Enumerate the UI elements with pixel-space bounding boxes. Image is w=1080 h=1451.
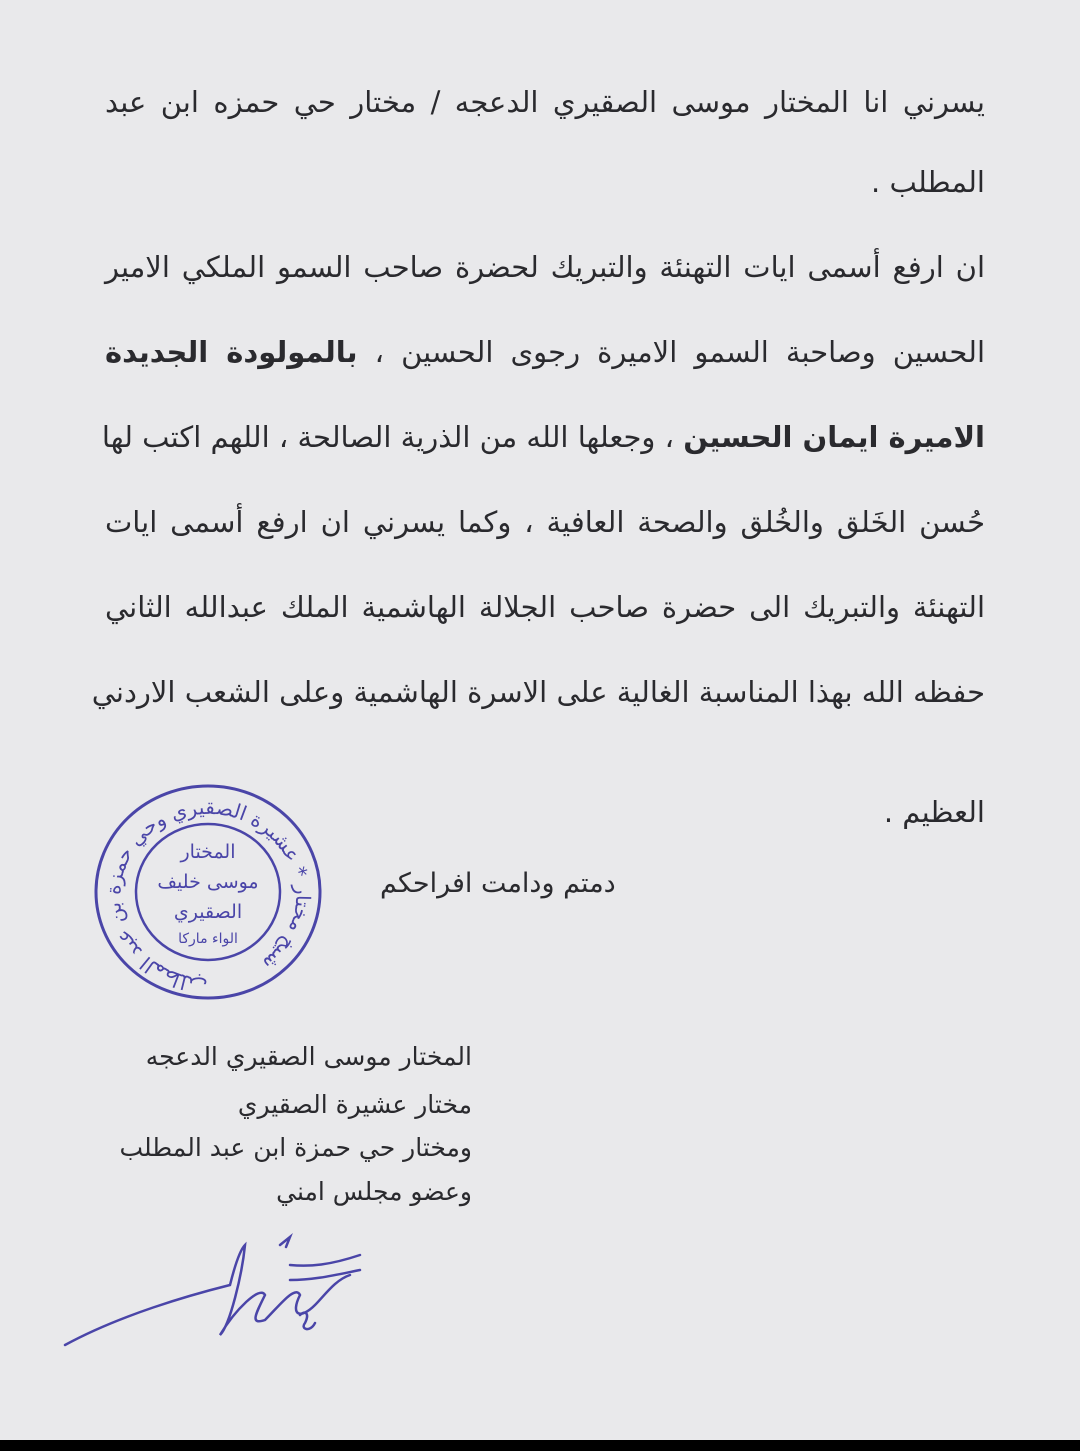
body-line-9: العظيم . bbox=[883, 795, 985, 829]
body-line-5 bbox=[101, 420, 985, 454]
body-line-1: يسرني انا المختار موسى الصقيري الدعجه / مختار حي حمزه ابن عبد bbox=[105, 85, 985, 119]
bold-text: الاميرة ايمان الحسين bbox=[683, 420, 985, 454]
body-line-8: حفظه الله بهذا المناسبة الغالية على الاسرة الهاشمية وعلى الشعب الاردني bbox=[91, 675, 985, 709]
bottom-border bbox=[0, 1440, 1080, 1451]
official-stamp bbox=[88, 780, 328, 1005]
stamp-line: الصقيري bbox=[173, 901, 243, 923]
signature-line-1: المختار موسى الصقيري الدعجه bbox=[145, 1042, 472, 1071]
body-line-7: التهنئة والتبريك الى حضرة صاحب الجلالة الهاشمية الملك عبدالله الثاني bbox=[105, 590, 985, 624]
handwritten-signature bbox=[60, 1225, 390, 1375]
stamp-outer-text: شيخ مختار * عشيرة الصقيري وحي حمزة بن عبد المطلب bbox=[100, 794, 316, 998]
signature-line-2: مختار عشيرة الصقيري bbox=[237, 1090, 472, 1119]
closing-text: دمتم ودامت افراحكم bbox=[380, 868, 616, 899]
body-line-3: ان ارفع أسمى ايات التهنئة والتبريك لحضرة صاحب السمو الملكي الامير bbox=[105, 250, 985, 284]
signature-line-4: وعضو مجلس امني bbox=[276, 1177, 472, 1206]
body-line-6: حُسن الخَلق والخُلق والصحة العافية ، وكما يسرني ان ارفع أسمى ايات bbox=[105, 505, 985, 539]
stamp-line: المختار bbox=[180, 841, 236, 863]
body-text: الحسين وصاحبة السمو الاميرة رجوى الحسين ، bbox=[357, 335, 986, 369]
body-text: ، وجعلها الله من الذرية الصالحة ، اللهم اكتب لها bbox=[101, 420, 684, 454]
body-line-2: المطلب . bbox=[871, 165, 985, 199]
stamp-line: موسى خليف bbox=[157, 871, 259, 893]
bold-text: بالمولودة الجديدة bbox=[105, 335, 358, 369]
stamp-line: الواء ماركا bbox=[178, 931, 238, 947]
body-line-4 bbox=[105, 335, 985, 369]
signature-line-3: ومختار حي حمزة ابن عبد المطلب bbox=[119, 1133, 472, 1162]
svg-text:شيخ مختار * عشيرة الصقيري وحي bbox=[101, 795, 315, 998]
